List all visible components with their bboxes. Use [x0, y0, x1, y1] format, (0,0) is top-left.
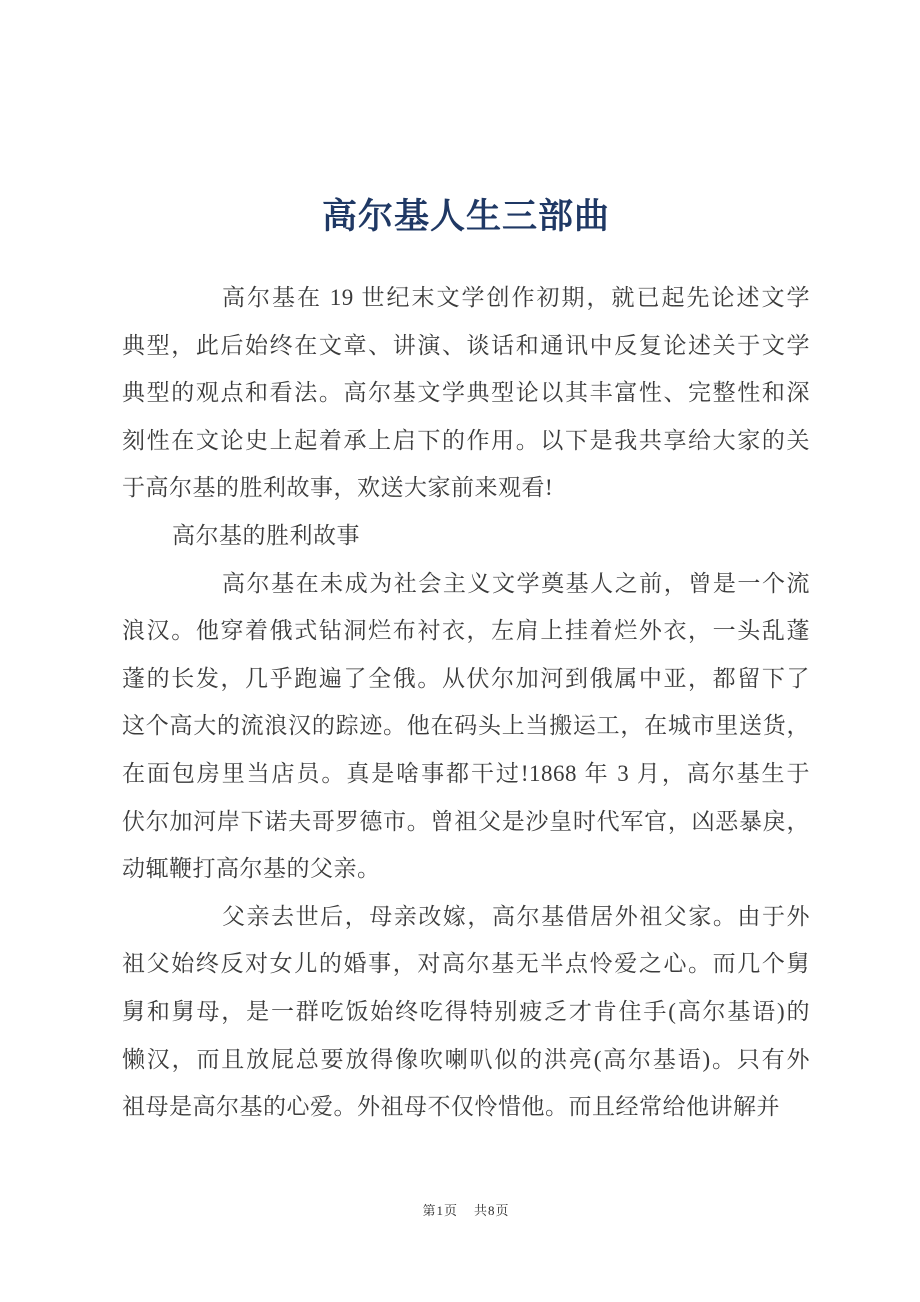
text-line: 高尔基在 19 世纪末文学创作初期，就已起先论述文学: [222, 285, 810, 310]
document-title: 高尔基人生三部曲: [321, 197, 610, 236]
paragraph: [122, 560, 810, 893]
text-line: 于高尔基的胜利故事，欢送大家前来观看!: [122, 475, 554, 501]
paragraph: [122, 274, 810, 512]
text-line: 在面包房里当店员。真是啥事都干过!1868 年 3 月，高尔基生于: [122, 760, 810, 786]
text-line: 祖母是高尔基的心爱。外祖母不仅怜惜他。而且经常给他讲解并: [122, 1094, 780, 1120]
text-line: 典型的观点和看法。高尔基文学典型论以其丰富性、完整性和深: [122, 380, 810, 406]
text-line: 这个高大的流浪汉的踪迹。他在码头上当搬运工，在城市里送货，: [122, 713, 810, 739]
text-line: 浪汉。他穿着俄式钻洞烂布衬衣，左肩上挂着烂外衣，一头乱蓬: [122, 618, 810, 644]
document-content: [122, 0, 810, 1131]
text-line: 祖父始终反对女儿的婚事，对高尔基无半点怜爱之心。而几个舅: [122, 951, 810, 977]
text-line: 懒汉，而且放屁总要放得像吹喇叭似的洪亮(高尔基语)。只有外: [122, 1046, 810, 1072]
text-line: 伏尔加河岸下诺夫哥罗德市。曾祖父是沙皇时代军官，凶恶暴戾，: [122, 808, 810, 834]
page-footer: [122, 1200, 810, 1222]
page-number-label: 第1页: [422, 1203, 458, 1218]
text-line: 高尔基的胜利故事: [172, 522, 360, 548]
text-line: 舅和舅母，是一群吃饭始终吃得特别疲乏才肯住手(高尔基语)的: [122, 998, 810, 1024]
text-line: 动辄鞭打高尔基的父亲。: [122, 856, 381, 882]
page-total-label: 共8页: [474, 1203, 510, 1218]
text-line: 刻性在文论史上起着承上启下的作用。以下是我共享给大家的关: [122, 427, 810, 453]
text-line: 蓬的长发，几乎跑遍了全俄。从伏尔加河到俄属中亚，都留下了: [122, 665, 810, 691]
text-line: 父亲去世后，母亲改嫁，高尔基借居外祖父家。由于外: [222, 903, 810, 929]
text-line: 高尔基在未成为社会主义文学奠基人之前，曾是一个流: [222, 570, 810, 596]
paragraph: [122, 893, 810, 1131]
text-line: 典型，此后始终在文章、讲演、谈话和通讯中反复论述关于文学: [122, 332, 810, 358]
document-body: [122, 274, 810, 1131]
section-heading: [122, 512, 810, 560]
